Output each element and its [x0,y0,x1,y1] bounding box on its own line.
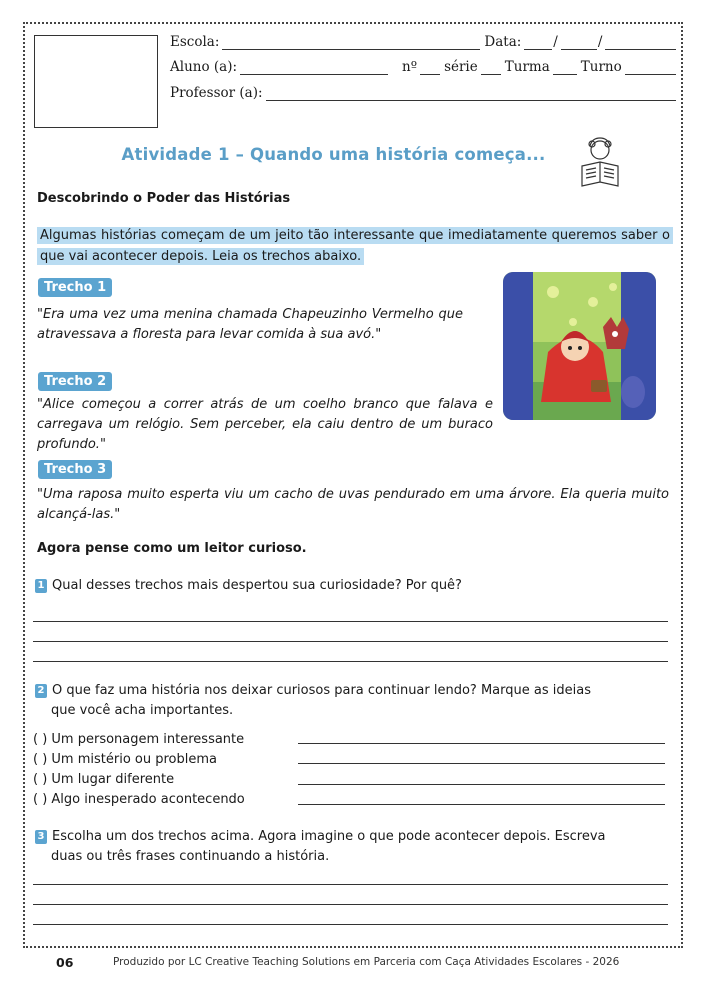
aluno-label: Aluno (a): [170,59,238,75]
answer-3-line-2[interactable] [33,904,668,905]
option-3-line[interactable] [298,784,665,785]
trecho-3-badge: Trecho 3 [38,460,112,479]
option-3[interactable]: ( ) Um lugar diferente [33,772,175,787]
section-heading: Agora pense como um leitor curioso. [37,541,307,556]
data-label: Data: [484,34,522,50]
intro-paragraph: Algumas histórias começam de um jeito tão interessante que imediatamente queremos saber o que vai acontecer depois. Leia os trechos abaixo. [37,225,673,267]
option-2[interactable]: ( ) Um mistério ou problema [33,752,217,767]
answer-1-line-3[interactable] [33,661,668,662]
reading-child-icon [576,136,624,192]
professor-field[interactable] [266,87,676,101]
professor-row [170,85,676,101]
question-2-number: 2 [35,684,47,698]
question-2 [35,681,671,721]
date-month-field[interactable] [561,36,597,50]
question-2-text-2: que você acha importantes. [51,703,234,718]
trecho-3-text: "Uma raposa muito esperta viu um cacho de uvas pendurado em uma árvore. Ela queria muito alcançá-las." [37,487,669,522]
option-1[interactable]: ( ) Um personagem interessante [33,732,245,747]
escola-row [170,34,676,50]
numero-field[interactable] [420,61,440,75]
question-2-text-1: O que faz uma história nos deixar curiosos para continuar lendo? Marque as ideias [52,683,591,698]
question-3-text-2: duas ou três frases continuando a história. [51,849,330,864]
question-1-number: 1 [35,579,47,593]
escola-label: Escola: [170,34,220,50]
answer-3-line-3[interactable] [33,924,668,925]
option-1-line[interactable] [298,743,665,744]
professor-label: Professor (a): [170,85,263,101]
option-2-line[interactable] [298,763,665,764]
red-riding-hood-illustration [503,272,656,420]
serie-field[interactable] [481,61,501,75]
turno-field[interactable] [625,61,676,75]
trecho-2-text: "Alice começou a correr atrás de um coelho branco que falava e carregava um relógio. Sem perceber, ela caiu dentro de um buraco profundo." [37,397,493,452]
serie-label: série [444,59,478,75]
trecho-1-badge: Trecho 1 [38,278,112,297]
question-3-number: 3 [35,830,47,844]
date-slash-2: / [597,34,603,50]
answer-1-line-1[interactable] [33,621,668,622]
numero-label: nº [402,59,418,75]
school-logo-box [34,35,158,128]
footer-credits: Produzido por LC Creative Teaching Solutions em Parceria com Caça Atividades Escolares - 2026 [113,956,620,968]
answer-1-line-2[interactable] [33,641,668,642]
turma-field[interactable] [553,61,577,75]
date-year-field[interactable] [605,36,676,50]
option-4-line[interactable] [298,804,665,805]
date-day-field[interactable] [524,36,552,50]
answer-3-line-1[interactable] [33,884,668,885]
turma-label: Turma [504,59,550,75]
question-1-text: Qual desses trechos mais despertou sua curiosidade? Por quê? [52,578,462,593]
trecho-1-text: "Era uma vez uma menina chamada Chapeuzinho Vermelho que atravessava a floresta para levar comida à sua avó." [37,307,463,342]
escola-field[interactable] [222,36,480,50]
aluno-field[interactable] [240,61,388,75]
activity-title: Atividade 1 – Quando uma história começa... [121,145,546,164]
turno-label: Turno [580,59,622,75]
page-number: 06 [56,955,74,970]
option-4[interactable]: ( ) Algo inesperado acontecendo [33,792,245,807]
trecho-2-badge: Trecho 2 [38,372,112,391]
section-subtitle: Descobrindo o Poder das Histórias [37,191,291,206]
aluno-row [170,59,676,75]
question-1 [35,576,671,596]
question-3 [35,827,671,867]
date-slash-1: / [553,34,558,50]
question-3-text-1: Escolha um dos trechos acima. Agora imagine o que pode acontecer depois. Escreva [52,829,606,844]
